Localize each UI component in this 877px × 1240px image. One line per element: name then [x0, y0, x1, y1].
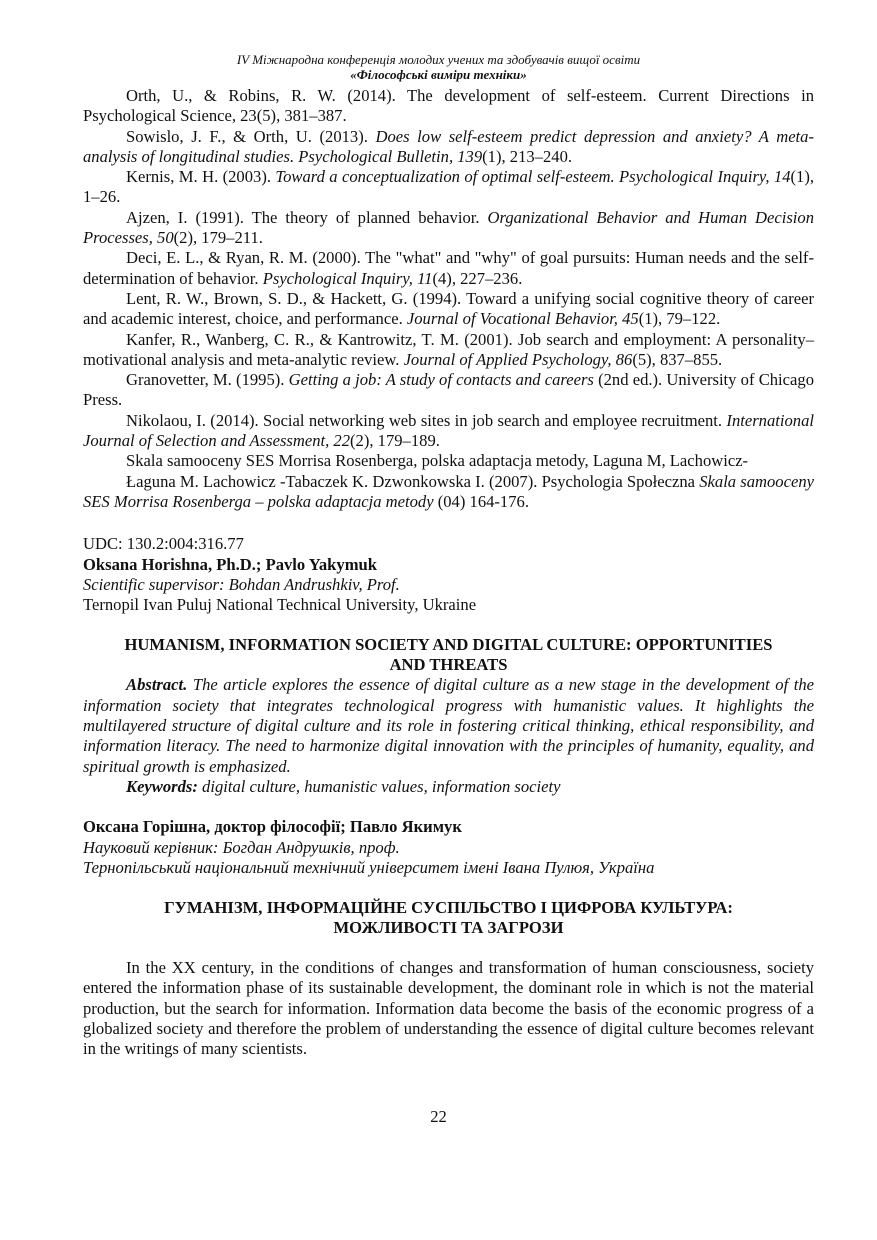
affiliation-ua: Тернопільський національний технічний університет імені Івана Пулюя, Україна	[83, 857, 655, 877]
reference-item	[83, 289, 814, 330]
reference-text: Skala samooceny SES Morrisa Rosenberga, polska adaptacja metody, Laguna M, Lachowicz-	[126, 451, 749, 471]
reference-item	[83, 330, 814, 371]
reference-text: (04) 164-176.	[433, 491, 529, 511]
reference-item	[83, 86, 814, 127]
keywords-label: Keywords:	[126, 776, 198, 796]
keywords-text: digital culture, humanistic values, information society	[197, 776, 561, 796]
running-header	[0, 52, 877, 82]
article-title-ua-line2: МОЖЛИВОСТІ ТА ЗАГРОЗИ	[333, 918, 564, 938]
reference-item	[83, 472, 814, 513]
reference-italic-text: International Journal of Selection and Assessment, 22	[83, 410, 814, 451]
reference-item	[83, 208, 814, 249]
reference-text: (2), 179–189.	[350, 431, 440, 451]
article-title-en	[83, 635, 814, 675]
reference-text: Deci, E. L., & Ryan, R. M. (2000). The "what" and "why" of goal pursuits: Human needs and the self-determination of behavior.	[83, 248, 814, 288]
reference-text: (1), 1–26.	[83, 167, 815, 207]
reference-text: (2), 179–211.	[173, 228, 263, 248]
abstract-text: The article explores the essence of digital culture as a new stage in the development of the information society that integrates technological progress with humanistic values. It highlights the multilayered structure of digital culture and its role in fostering critical thinking, ethical responsibility, and information literacy. The need to harmonize digital innovation with the principles of humanity, equality, and spiritual growth is emphasized.	[83, 675, 814, 776]
page-number: 22	[430, 1107, 447, 1126]
reference-text: (5), 837–855.	[632, 349, 723, 369]
reference-list	[83, 86, 814, 512]
article-title-en-line2: AND THREATS	[389, 655, 508, 675]
reference-item	[83, 370, 814, 411]
article-title-en-line1: HUMANISM, INFORMATION SOCIETY AND DIGITAL CULTURE: OPPORTUNITIES	[124, 635, 773, 655]
reference-italic-text: Does low self-esteem predict depression and anxiety? A meta-analysis of longitudinal studies. Psychological Bulletin, 139	[83, 126, 814, 166]
authors-en: Oksana Horishna, Ph.D.; Pavlo Yakymuk	[83, 554, 377, 574]
reference-item	[83, 451, 814, 471]
supervisor-en: Scientific supervisor: Bohdan Andrushkiv, Prof.	[83, 574, 400, 594]
udc-code: UDC: 130.2:004:316.77	[83, 534, 244, 554]
abstract-label: Abstract.	[126, 675, 188, 695]
reference-italic-text: Journal of Vocational Behavior, 45	[406, 309, 639, 329]
reference-italic-text: Journal of Applied Psychology, 86	[403, 349, 633, 369]
keywords	[83, 777, 814, 797]
article-title-ua	[83, 898, 814, 938]
article-title-ua-line1: ГУМАНІЗМ, ІНФОРМАЦІЙНЕ СУСПІЛЬСТВО І ЦИФРОВА КУЛЬТУРА:	[164, 898, 733, 918]
reference-item	[83, 127, 814, 168]
supervisor-ua: Науковий керівник: Богдан Андрушків, проф.	[83, 837, 400, 857]
reference-text: Kanfer, R., Wanberg, C. R., & Kantrowitz, T. M. (2001). Job search and employment: A personality–motivational analysis and meta-analytic review.	[83, 329, 814, 369]
page-content	[83, 86, 814, 1060]
reference-text: Granovetter, M. (1995).	[126, 370, 289, 390]
reference-text: Orth, U., & Robins, R. W. (2014). The development of self-esteem. Current Directions in Psychological Science, 23(5), 381–387.	[83, 86, 814, 126]
reference-text: (4), 227–236.	[432, 268, 523, 288]
affiliation-en: Ternopil Ivan Puluj National Technical University, Ukraine	[83, 595, 477, 615]
abstract	[83, 675, 814, 776]
body-paragraph: In the XX century, in the conditions of changes and transformation of human consciousness, society entered the information phase of its sustainable development, the dominant role in which is not the material production, but the search for information. Information data become the basis of the economic progress of a globalized society and therefore the problem of understanding the essence of digital culture becomes relevant in the writings of many scientists.	[83, 958, 814, 1059]
reference-italic-text: Organizational Behavior and Human Decision Processes, 50	[83, 207, 814, 248]
reference-text: Łaguna M. Lachowicz -Tabaczek K. Dzwonkowska I. (2007). Psychologia Społeczna	[126, 471, 700, 491]
reference-text: Sowislo, J. F., & Orth, U. (2013).	[126, 126, 376, 146]
reference-italic-text: Psychological Inquiry, 11	[262, 268, 433, 288]
reference-text: Ajzen, I. (1991). The theory of planned behavior.	[126, 207, 488, 227]
reference-text: (2nd ed.). University of Chicago Press.	[83, 370, 814, 410]
reference-item	[83, 248, 814, 289]
conference-title: IV Міжнародна конференція молодих учених та здобувачів вищої освіти	[236, 52, 641, 67]
reference-text: (1), 213–240.	[482, 146, 573, 166]
conference-subtitle: «Філософські виміри техніки»	[350, 67, 527, 82]
reference-text: (1), 79–122.	[638, 309, 721, 329]
reference-item	[83, 167, 814, 208]
reference-text: Lent, R. W., Brown, S. D., & Hackett, G. (1994). Toward a unifying social cognitive theory of career and academic interest, choice, and performance.	[83, 288, 814, 329]
reference-item	[83, 411, 814, 452]
reference-italic-text: Getting a job: A study of contacts and careers	[288, 370, 594, 390]
reference-italic-text: Toward a conceptualization of optimal self-esteem. Psychological Inquiry, 14	[275, 167, 791, 187]
reference-text: Nikolaou, I. (2014). Social networking web sites in job search and employee recruitment.	[126, 410, 727, 430]
reference-text: Kernis, M. H. (2003).	[126, 167, 276, 187]
reference-italic-text: Skala samooceny SES Morrisa Rosenberga – polska adaptacja metody	[83, 471, 814, 511]
authors-ua: Оксана Горішна, доктор філософії; Павло Якимук	[83, 817, 462, 837]
